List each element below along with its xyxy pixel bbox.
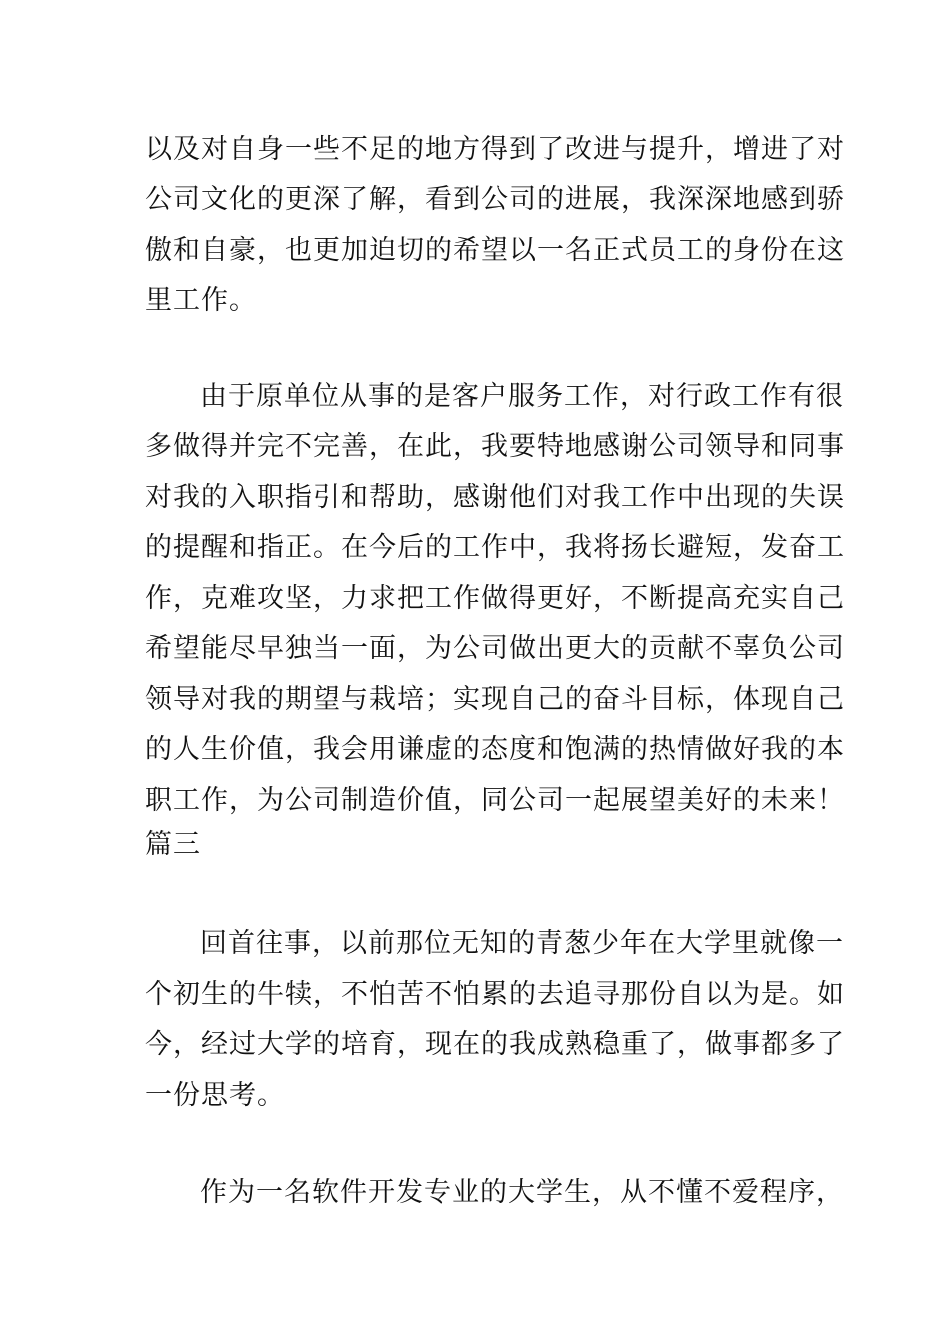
text-line: 的提醒和指正。在今后的工作中，我将扬长避短，发奋工 bbox=[145, 532, 845, 563]
text-line: 里工作。 bbox=[145, 285, 257, 316]
text-line: 回首往事，以前那位无知的青葱少年在大学里就像一 bbox=[200, 928, 844, 959]
text-line: 对我的入职指引和帮助，感谢他们对我工作中出现的失误 bbox=[145, 482, 845, 513]
text-line: 以及对自身一些不足的地方得到了改进与提升，增进了对 bbox=[145, 134, 845, 165]
text-line: 领导对我的期望与栽培；实现自己的奋斗目标，体现自己 bbox=[145, 684, 845, 715]
text-line: 希望能尽早独当一面，为公司做出更大的贡献不辜负公司 bbox=[145, 633, 845, 664]
text-line: 职工作，为公司制造价值，同公司一起展望美好的未来！ bbox=[145, 785, 845, 816]
text-line: 今，经过大学的培育，现在的我成熟稳重了，做事都多了 bbox=[145, 1029, 845, 1060]
text-line: 作，克难攻坚，力求把工作做得更好，不断提高充实自己 bbox=[145, 583, 845, 614]
text-line: 公司文化的更深了解，看到公司的进展，我深深地感到骄 bbox=[145, 184, 845, 215]
text-line: 的人生价值，我会用谦虚的态度和饱满的热情做好我的本 bbox=[145, 734, 845, 765]
text-line: 傲和自豪，也更加迫切的希望以一名正式员工的身份在这 bbox=[145, 235, 845, 266]
section-heading-text: 篇三 bbox=[145, 829, 201, 860]
text-line: 一份思考。 bbox=[145, 1080, 285, 1111]
text-line: 作为一名软件开发专业的大学生，从不懂不爱程序， bbox=[200, 1177, 844, 1208]
text-line: 多做得并完不完善，在此，我要特地感谢公司领导和同事 bbox=[145, 431, 845, 462]
text-line: 个初生的牛犊，不怕苦不怕累的去追寻那份自以为是。如 bbox=[145, 979, 845, 1010]
text-line: 由于原单位从事的是客户服务工作，对行政工作有很 bbox=[200, 381, 844, 412]
